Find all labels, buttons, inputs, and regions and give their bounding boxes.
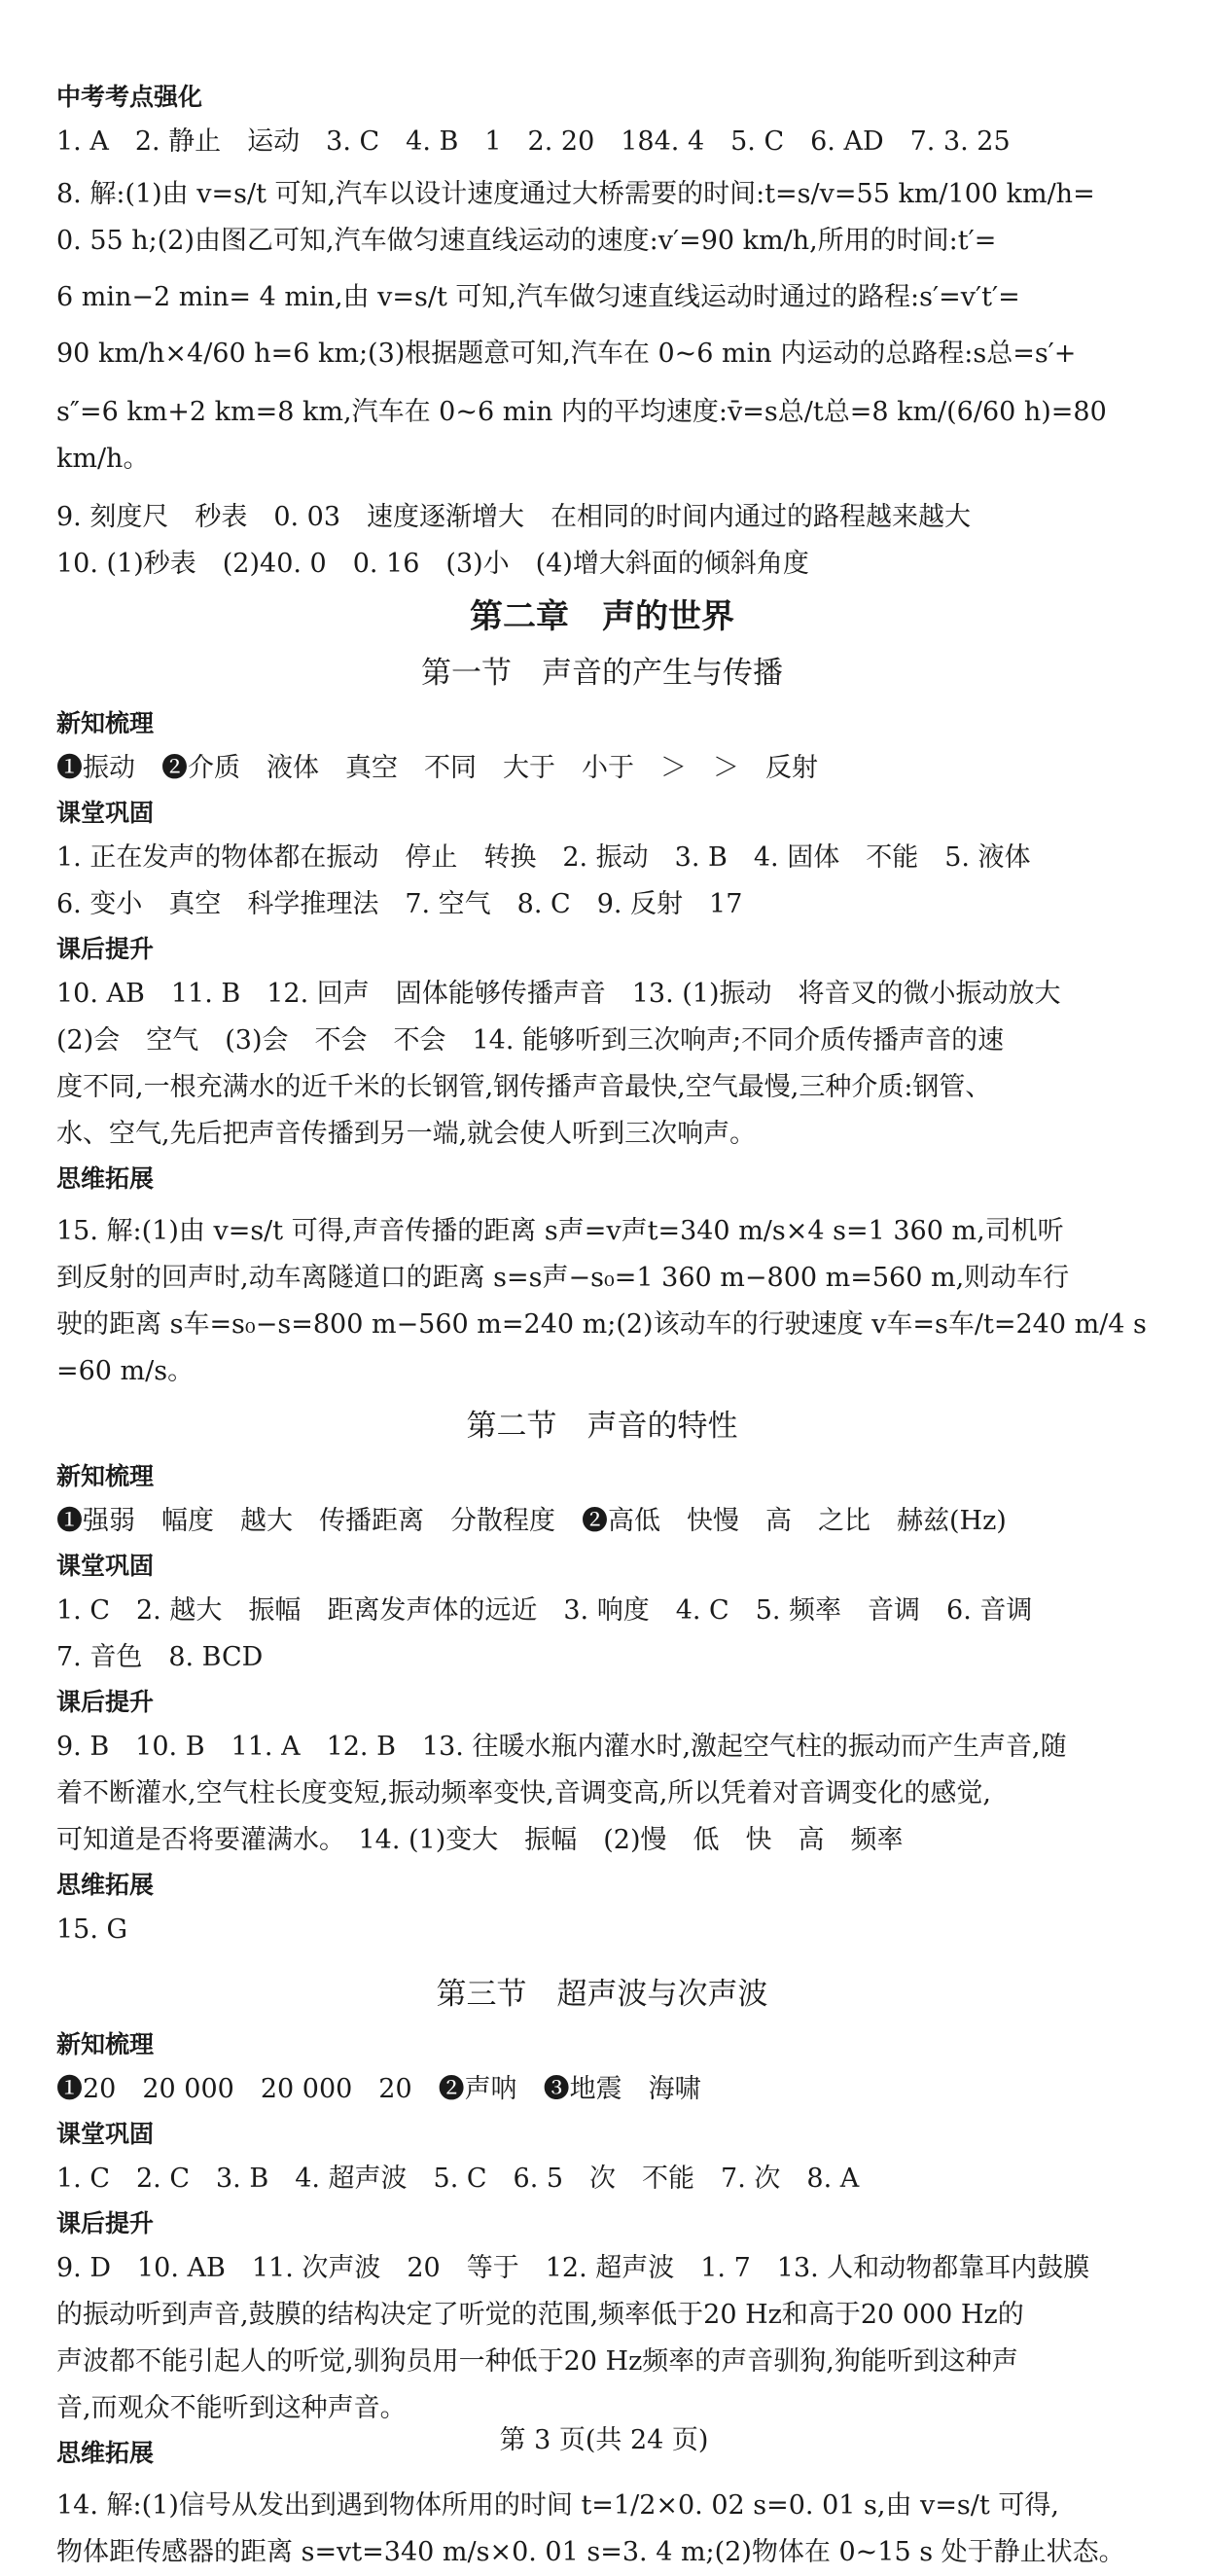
subheading: 新知梳理	[56, 2030, 155, 2058]
text-line: =60 m/s。	[56, 1356, 195, 1386]
subheading: 课后提升	[56, 935, 155, 963]
text-line: 驶的距离 s车=s₀−s=800 m−560 m=240 m;(2)该动车的行驶速度 v车=s车/t=240 m/4 s	[56, 1309, 1147, 1340]
section-title: 第一节 声音的产生与传播	[421, 656, 783, 691]
subheading: 思维拓展	[56, 2439, 155, 2467]
text-line: 9. 刻度尺 秒表 0. 03 速度逐渐增大 在相同的时间内通过的路程越来越大	[56, 502, 972, 532]
text-line: 9. B 10. B 11. A 12. B 13. 往暖水瓶内灌水时,激起空气柱的振动而产生声音,随	[56, 1732, 1067, 1762]
text-line: s″=6 km+2 km=8 km,汽车在 0~6 min 内的平均速度:v̄=s总/t总=8 km/(6/60 h)=80 km/h。	[56, 397, 1107, 474]
section-2	[56, 1401, 1148, 1953]
text-line: 90 km/h×4/60 h=6 km;(3)根据题意可知,汽车在 0~6 min 内运动的总路程:s总=s′+	[56, 339, 1077, 369]
text-line: 6. 变小 真空 科学推理法 7. 空气 8. C 9. 反射 17	[56, 889, 743, 919]
text-line: 9. D 10. AB 11. 次声波 20 等于 12. 超声波 1. 7 13. 人和动物都靠耳内鼓膜	[56, 2253, 1090, 2283]
text-line: ❶20 20 000 20 000 20 ❷声呐 ❸地震 海啸	[56, 2074, 701, 2104]
text-line: 14. 解:(1)信号从发出到遇到物体所用的时间 t=1/2×0. 02 s=0. 01 s,由 v=s/t 可得,	[56, 2490, 1059, 2521]
chapter-title: 第二章 声的世界	[470, 597, 734, 636]
section-3	[56, 1969, 1148, 2576]
text-line: 到反射的回声时,动车离隧道口的距离 s=s声−s₀=1 360 m−800 m=560 m,则动车行	[56, 1263, 1070, 1293]
block1-lines	[56, 119, 1148, 588]
text-line: 1. A 2. 静止 运动 3. C 4. B 1 2. 20 184. 4 5. C 6. AD 7. 3. 25	[56, 126, 1011, 157]
text-line: 15. G	[56, 1914, 128, 1945]
text-line: (2)会 空气 (3)会 不会 不会 14. 能够听到三次响声;不同介质传播声音的速	[56, 1025, 1005, 1055]
text-line: 度不同,一根充满水的近千米的长钢管,钢传播声音最快,空气最慢,三种介质:钢管、	[56, 1072, 992, 1102]
text-line: 10. AB 11. B 12. 回声 固体能够传播声音 13. (1)振动 将音叉的微小振动放大	[56, 979, 1061, 1009]
text-line: 着不断灌水,空气柱长度变短,振动频率变快,音调变高,所以凭着对音调变化的感觉,	[56, 1778, 991, 1808]
text-line: 10. (1)秒表 (2)40. 0 0. 16 (3)小 (4)增大斜面的倾斜角度	[56, 549, 809, 579]
heading-exam-points: 中考考点强化	[56, 83, 203, 111]
text-line: 6 min−2 min= 4 min,由 v=s/t 可知,汽车做匀速直线运动时通过的路程:s′=v′t′=	[56, 282, 1020, 312]
subheading: 新知梳理	[56, 1462, 155, 1490]
text-line: ❶振动 ❷介质 液体 真空 不同 大于 小于 ＞ ＞ 反射	[56, 753, 818, 783]
subheading: 思维拓展	[56, 1164, 155, 1193]
subheading: 思维拓展	[56, 1871, 155, 1899]
section-title: 第三节 超声波与次声波	[436, 1977, 768, 2012]
subheading: 课堂巩固	[56, 1552, 155, 1580]
text-line: 1. 正在发声的物体都在振动 停止 转换 2. 振动 3. B 4. 固体 不能 5. 液体	[56, 842, 1031, 873]
subheading: 课堂巩固	[56, 799, 155, 827]
page-number: 第 3 页(共 24 页)	[499, 2425, 709, 2455]
section-title: 第二节 声音的特性	[466, 1409, 738, 1444]
subheading: 课后提升	[56, 1688, 155, 1716]
subheading: 新知梳理	[56, 709, 155, 737]
text-line: 的振动听到声音,鼓膜的结构决定了听觉的范围,频率低于20 Hz和高于20 000 Hz的	[56, 2300, 1024, 2330]
text-line: 7. 音色 8. BCD	[56, 1642, 264, 1672]
text-line: 1. C 2. 越大 振幅 距离发声体的远近 3. 响度 4. C 5. 频率 音调 6. 音调	[56, 1595, 1033, 1626]
text-line: 0. 55 h;(2)由图乙可知,汽车做匀速直线运动的速度:v′=90 km/h,所用的时间:t′=	[56, 226, 997, 256]
text-line: 8. 解:(1)由 v=s/t 可知,汽车以设计速度通过大桥需要的时间:t=s/v=55 km/100 km/h=	[56, 179, 1095, 209]
text-line: 音,而观众不能听到这种声音。	[56, 2393, 407, 2423]
section-1	[56, 648, 1148, 1395]
text-line: 水、空气,先后把声音传播到另一端,就会使人听到三次响声。	[56, 1119, 757, 1149]
text-line: 可知道是否将要灌满水。 14. (1)变大 振幅 (2)慢 低 快 高 频率	[56, 1825, 904, 1855]
text-line: 1. C 2. C 3. B 4. 超声波 5. C 6. 5 次 不能 7. 次 8. A	[56, 2164, 860, 2194]
subheading: 课后提升	[56, 2209, 155, 2237]
text-line: 15. 解:(1)由 v=s/t 可得,声音传播的距离 s声=v声t=340 m/s×4 s=1 360 m,司机听	[56, 1216, 1064, 1246]
text-line: 声波都不能引起人的听觉,驯狗员用一种低于20 Hz频率的声音驯狗,狗能听到这种声	[56, 2346, 1018, 2377]
text-line: 物体距传感器的距离 s=vt=340 m/s×0. 01 s=3. 4 m;(2)物体在 0~15 s 处于静止状态。	[56, 2537, 1125, 2567]
text-line: ❶强弱 幅度 越大 传播距离 分散程度 ❷高低 快慢 高 之比 赫兹(Hz)	[56, 1506, 1007, 1536]
subheading: 课堂巩固	[56, 2120, 155, 2148]
